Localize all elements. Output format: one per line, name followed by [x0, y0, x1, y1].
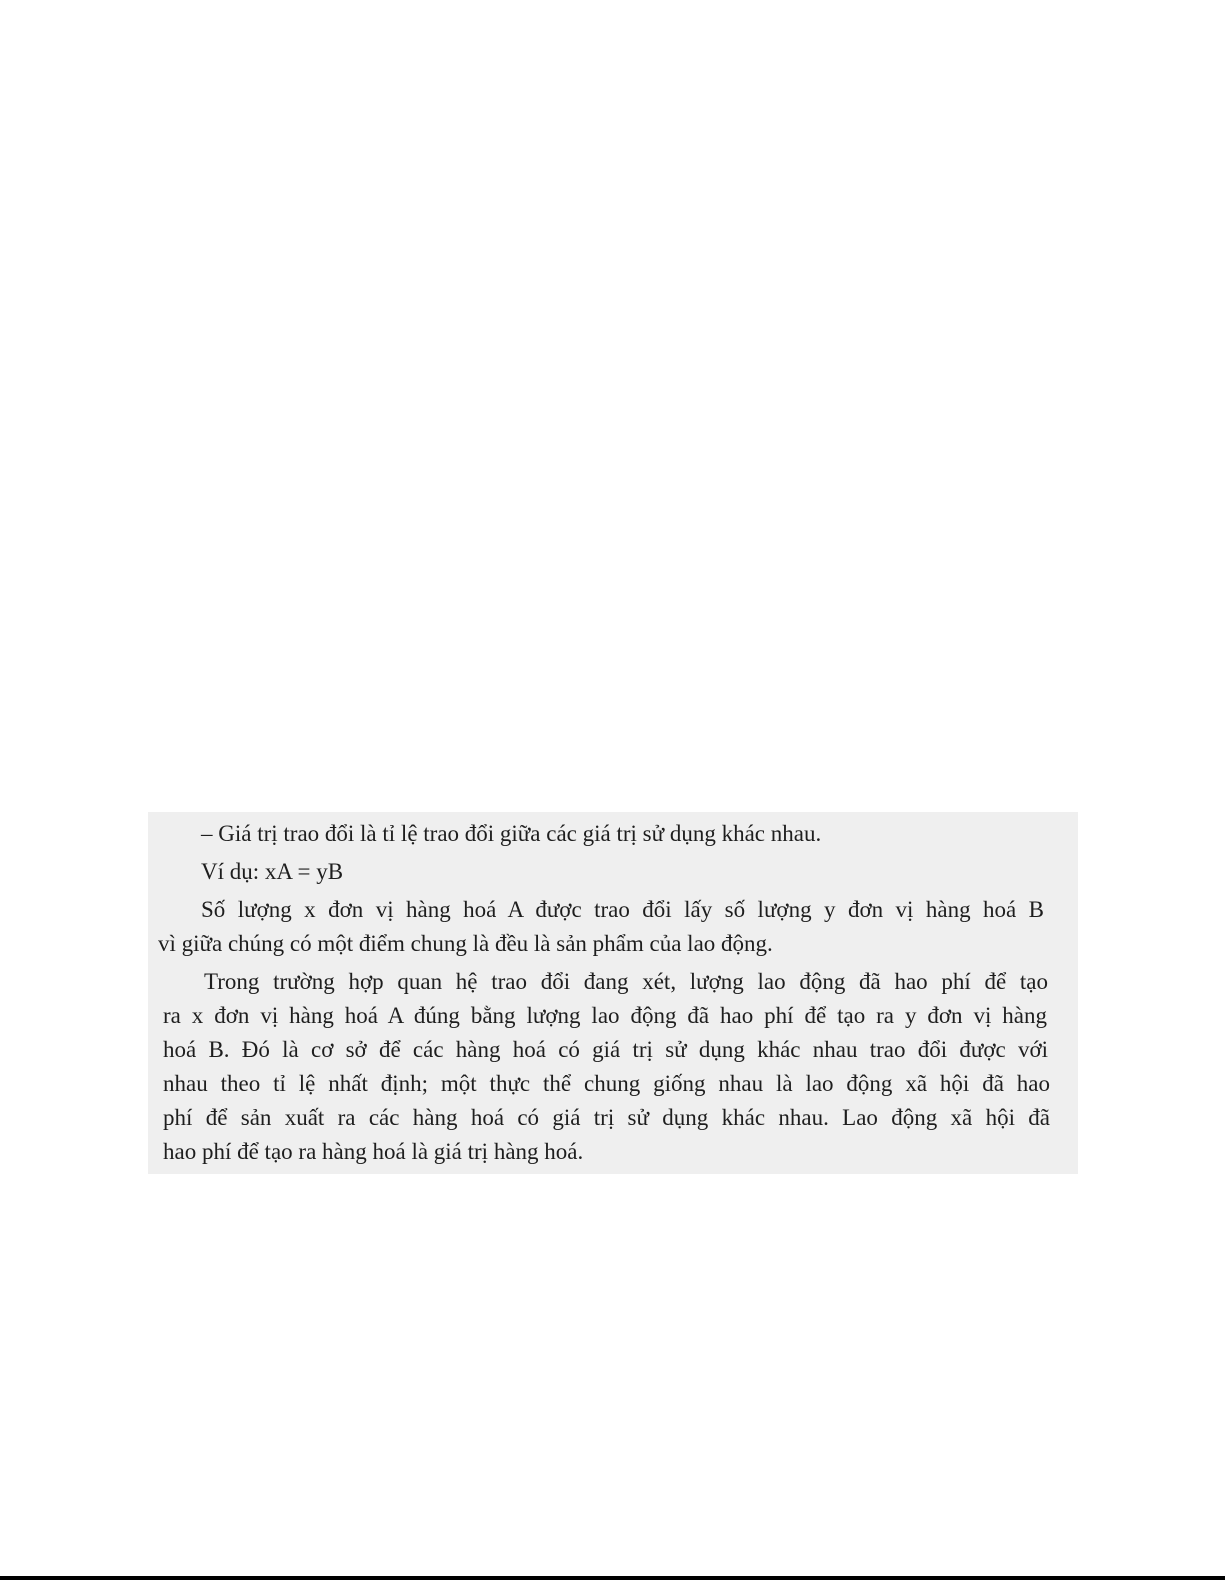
text-line-6: ra x đơn vị hàng hoá A đúng bằng lượng lao động đã hao phí để tạo ra y đơn vị hàng: [163, 1003, 1047, 1028]
text-line-5: Trong trường hợp quan hệ trao đổi đang xét, lượng lao động đã hao phí để tạo: [204, 969, 1048, 994]
text-line-7: hoá B. Đó là cơ sở để các hàng hoá có giá trị sử dụng khác nhau trao đổi được với: [163, 1037, 1048, 1062]
text-line-10: hao phí để tạo ra hàng hoá là giá trị hàng hoá.: [163, 1139, 584, 1164]
text-line-4: vì giữa chúng có một điểm chung là đều là sản phẩm của lao động.: [158, 931, 773, 956]
text-line-1: – Giá trị trao đổi là tỉ lệ trao đổi giữa các giá trị sử dụng khác nhau.: [201, 821, 822, 846]
text-line-2: Ví dụ: xA = yB: [201, 859, 344, 884]
text-line-9: phí để sản xuất ra các hàng hoá có giá trị sử dụng khác nhau. Lao động xã hội đã: [163, 1105, 1050, 1130]
text-line-3: Số lượng x đơn vị hàng hoá A được trao đổi lấy số lượng y đơn vị hàng hoá B: [201, 897, 1044, 922]
page-bottom-border: [0, 1576, 1225, 1580]
text-line-8: nhau theo tỉ lệ nhất định; một thực thể chung giống nhau là lao động xã hội đã hao: [163, 1071, 1050, 1096]
scanned-text-block: [148, 812, 1078, 1174]
